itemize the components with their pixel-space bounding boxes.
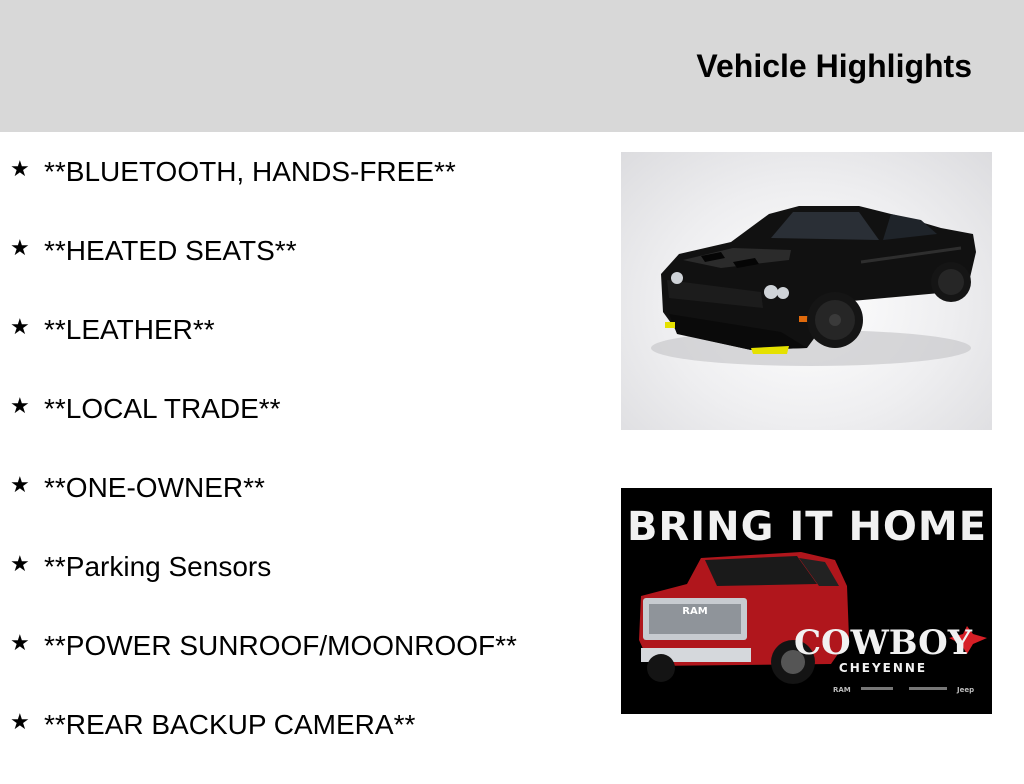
dealer-ad xyxy=(621,488,992,714)
highlight-label: **BLUETOOTH, HANDS-FREE** xyxy=(44,156,456,187)
list-item xyxy=(0,389,600,468)
star-icon: ★ xyxy=(10,710,30,735)
header-banner xyxy=(0,0,1024,132)
star-icon: ★ xyxy=(10,394,30,419)
star-icon: ★ xyxy=(10,552,30,577)
highlight-label: **POWER SUNROOF/MOONROOF** xyxy=(44,630,517,661)
footer-brand-mark xyxy=(861,687,893,690)
highlight-label: **Parking Sensors xyxy=(44,551,272,582)
highlights-list xyxy=(0,152,600,784)
list-item xyxy=(0,310,600,389)
page-title: Vehicle Highlights xyxy=(696,48,972,84)
star-icon: ★ xyxy=(10,631,30,656)
vehicle-photo xyxy=(621,152,992,430)
highlight-label: **LOCAL TRADE** xyxy=(44,393,281,424)
dealer-ad-graphic xyxy=(621,488,992,714)
dealer-brand: COWBOY xyxy=(793,623,973,663)
star-icon: ★ xyxy=(10,236,30,261)
highlight-label: **REAR BACKUP CAMERA** xyxy=(44,709,416,740)
footer-brand-mark xyxy=(909,687,947,690)
dealer-location: CHEYENNE xyxy=(838,661,928,675)
highlight-label: **ONE-OWNER** xyxy=(44,472,265,503)
highlight-label: **HEATED SEATS** xyxy=(44,235,297,266)
highlight-label: **LEATHER** xyxy=(44,314,215,345)
truck-badge: RAM xyxy=(682,606,708,617)
star-icon: ★ xyxy=(10,315,30,340)
list-item xyxy=(0,705,600,784)
list-item xyxy=(0,231,600,310)
footer-brand-ram: RAM xyxy=(833,686,851,694)
ad-headline: BRING IT HOME xyxy=(626,504,988,550)
footer-brand-jeep: Jeep xyxy=(957,686,975,694)
list-item xyxy=(0,626,600,705)
list-item xyxy=(0,547,600,626)
black-muscle-car-photo-icon xyxy=(621,152,992,430)
star-icon: ★ xyxy=(10,473,30,498)
star-icon: ★ xyxy=(10,157,30,182)
list-item xyxy=(0,152,600,231)
list-item xyxy=(0,468,600,547)
